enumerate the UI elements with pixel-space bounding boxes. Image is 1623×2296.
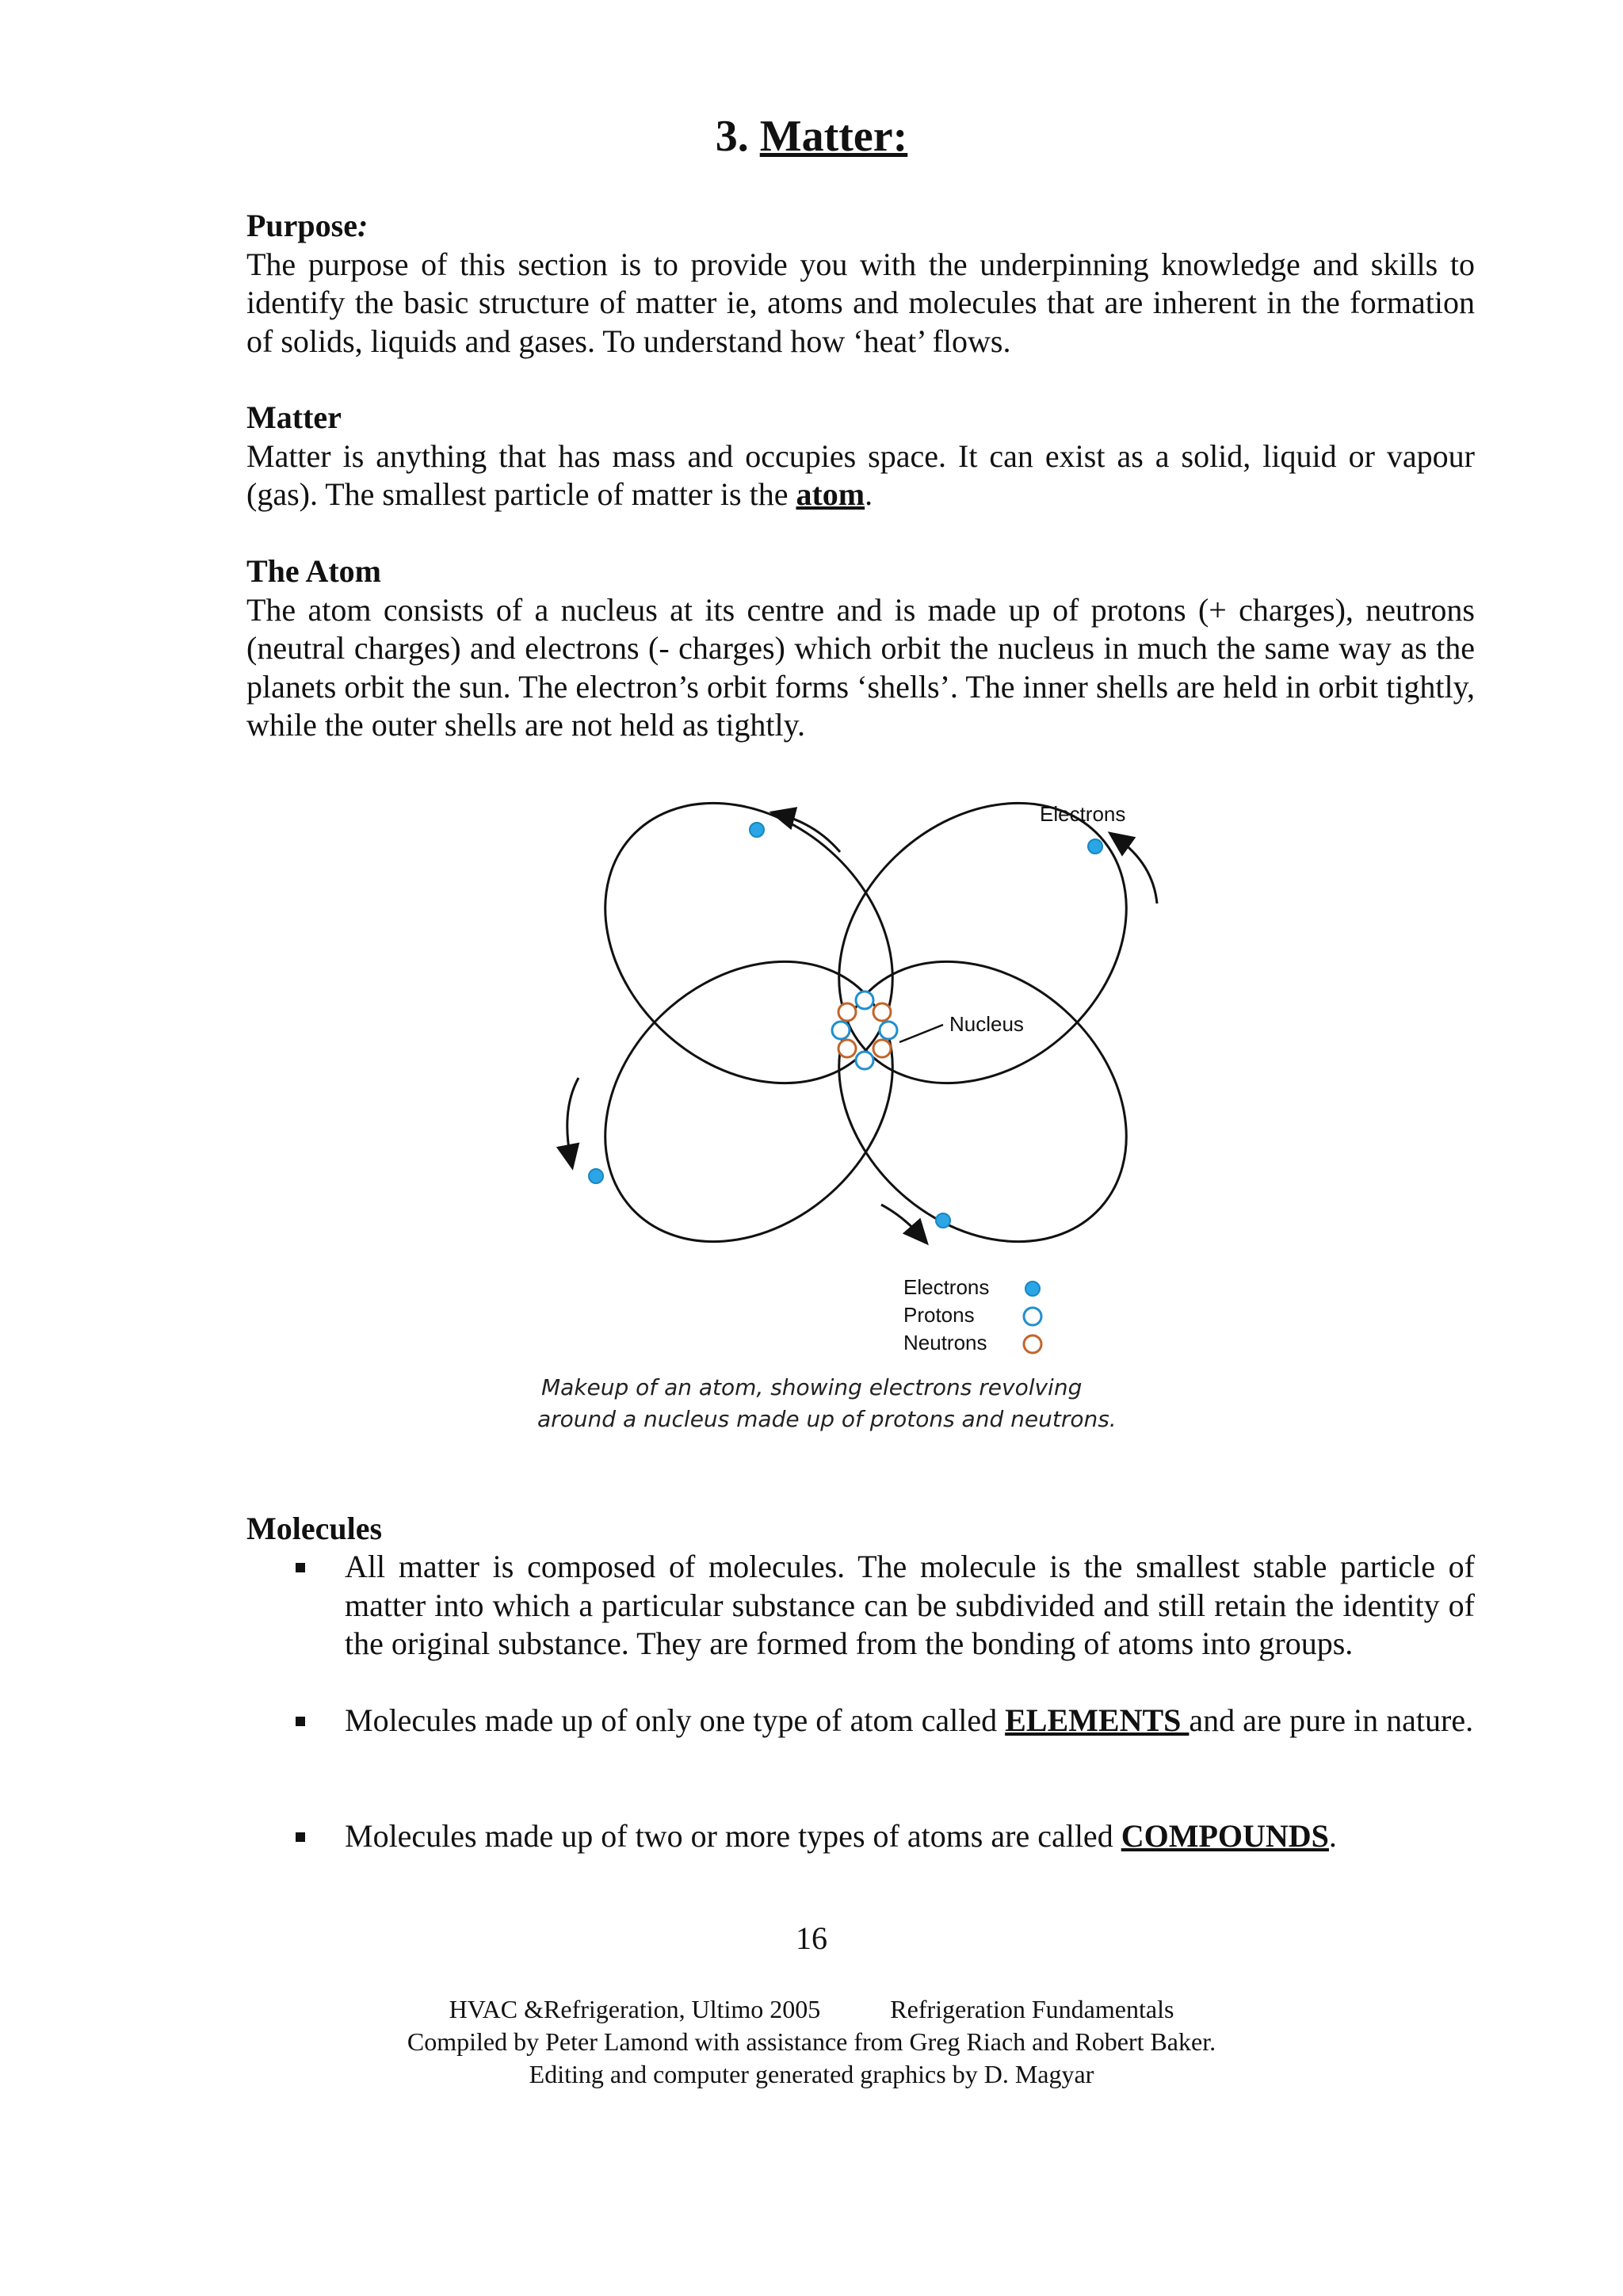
legend-electrons: Electrons [903, 1275, 990, 1299]
section-title: Matter: [759, 112, 908, 161]
orbit-lower-right [783, 904, 1183, 1299]
elements-emphasis: ELEMENTS [1005, 1702, 1190, 1738]
atom-section [246, 552, 1475, 745]
legend-proton-ring [1024, 1308, 1041, 1325]
figure-caption-line-2: around a nucleus made up of protons and neutrons. [537, 1406, 1117, 1432]
electron-dot [936, 1213, 950, 1228]
molecules-section [246, 1510, 1475, 1549]
figure-caption-line-1: Makeup of an atom, showing electrons revolving [541, 1374, 1083, 1400]
electrons-label: Electrons [1040, 802, 1126, 826]
legend-electron-dot [1025, 1282, 1040, 1296]
footer-editing: Editing and computer generated graphics by D. Magyar [529, 2060, 1094, 2088]
neutron [838, 1040, 856, 1057]
compounds-emphasis: COMPOUNDS [1121, 1818, 1329, 1854]
list-item: All matter is composed of molecules. The molecule is the smallest stable particle of matter into which a particular substance can be subdivided and still retain the identity of the original substance. They are formed from the bonding of atoms into groups. [246, 1548, 1475, 1664]
matter-section [246, 399, 1475, 514]
page-number: 16 [796, 1920, 827, 1956]
molecules-bullet-list-3 [246, 1817, 1475, 1856]
proton [832, 1022, 850, 1039]
orbit-direction-arrows [567, 815, 1157, 1236]
electron-dot [1088, 839, 1102, 854]
arrow-bottom-right [881, 1205, 921, 1236]
footer-left: HVAC &Refrigeration, Ultimo 2005 [449, 1995, 821, 2023]
molecules-bullet-list [246, 1548, 1475, 1664]
proton [880, 1022, 897, 1039]
atom-heading: The Atom [246, 553, 381, 589]
page-footer [0, 1993, 1623, 2091]
bullet-square-icon [296, 1717, 305, 1726]
arrow-bottom-left [567, 1078, 579, 1159]
molecules-heading: Molecules [246, 1511, 383, 1546]
arrow-top-right [1117, 839, 1157, 904]
purpose-paragraph: The purpose of this section is to provide you with the underpinning knowledge and skills to identify the basic structure of matter ie, atoms and molecules that are inherent in the formation of solids, liquids and gases. To understand how ‘heat’ flows. [246, 246, 1475, 359]
list-item: Molecules made up of only one type of atom called ELEMENTS and are pure in nature. [246, 1702, 1475, 1740]
electron-orbits [549, 793, 1183, 1299]
bullet-square-icon [296, 1563, 305, 1572]
list-item: Molecules made up of two or more types of atoms are called COMPOUNDS. [246, 1817, 1475, 1856]
section-number: 3. [715, 112, 749, 161]
neutron [873, 1003, 891, 1021]
molecules-bullet-list-2 [246, 1702, 1475, 1740]
neutron [873, 1040, 891, 1057]
legend-neutron-ring [1024, 1335, 1041, 1353]
purpose-heading: Purpose: [246, 208, 369, 243]
legend-neutrons: Neutrons [903, 1331, 987, 1354]
electron-dot [589, 1169, 603, 1183]
footer-credits: Compiled by Peter Lamond with assistance from Greg Riach and Robert Baker. [407, 2027, 1216, 2056]
atom-paragraph: The atom consists of a nucleus at its centre and is made up of protons (+ charges), neutrons (neutral charges) and electrons (- charges) which orbit the nucleus in much the same way as the planets orbit the sun. The electron’s orbit forms ‘shells’. The inner shells are held in orbit tightly, while the outer shells are not held as tightly. [246, 591, 1475, 743]
bullet-square-icon [296, 1832, 305, 1842]
proton [856, 1052, 873, 1069]
page-title [0, 111, 1623, 162]
proton [856, 991, 873, 1009]
nucleus-pointer [899, 1025, 943, 1042]
atom-diagram [523, 793, 1205, 1458]
orbit-lower-left [549, 904, 949, 1299]
purpose-section [246, 207, 1475, 361]
legend-protons: Protons [903, 1303, 975, 1327]
matter-paragraph: Matter is anything that has mass and occupies space. It can exist as a solid, liquid or vapour (gas). The smallest particle of matter is the atom. [246, 437, 1475, 512]
footer-right: Refrigeration Fundamentals [890, 1995, 1174, 2023]
arrow-top-left [781, 815, 840, 852]
electron-dot [750, 823, 764, 837]
atom-emphasis: atom [796, 476, 865, 512]
nucleus-label: Nucleus [949, 1012, 1024, 1036]
neutron [838, 1003, 856, 1021]
matter-heading: Matter [246, 399, 342, 435]
